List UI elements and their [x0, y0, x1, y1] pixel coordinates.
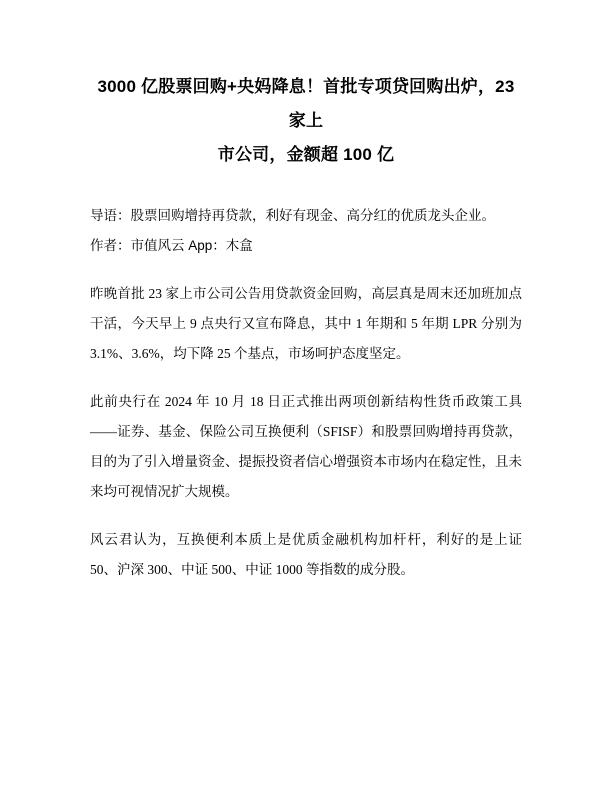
byline-text: 作者：市值风云 App：木盒 [90, 238, 253, 253]
body-paragraph-1: 昨晚首批 23 家上市公司公告用贷款资金回购，高层真是周末还加班加点干活，今天早上 9 点央行又宣布降息，其中 1 年期和 5 年期 LPR 分别为 3.1%、3.6%，均下降 25 个基点，市场呵护态度坚定。 [90, 286, 522, 361]
title-line-1: 3000 亿股票回购+央妈降息！首批专项贷回购出炉，23 家上 [97, 77, 515, 130]
body-paragraph-2: 此前央行在 2024 年 10 月 18 日正式推出两项创新结构性货币政策工具——证券、基金、保险公司互换便利（SFISF）和股票回购增持再贷款，目的为了引入增量资金、提振投资者信心增强资本市场内在稳定性，且未来均可视情况扩大规模。 [90, 394, 522, 499]
title-line-2: 市公司，金额超 100 亿 [217, 145, 395, 164]
document-title [90, 70, 522, 172]
lede-text: 导语：股票回购增持再贷款，利好有现金、高分红的优质龙头企业。 [90, 208, 495, 223]
body-paragraph-3: 风云君认为，互换便利本质上是优质金融机构加杆杆，利好的是上证 50、沪深 300、中证 500、中证 1000 等指数的成分股。 [90, 532, 522, 577]
